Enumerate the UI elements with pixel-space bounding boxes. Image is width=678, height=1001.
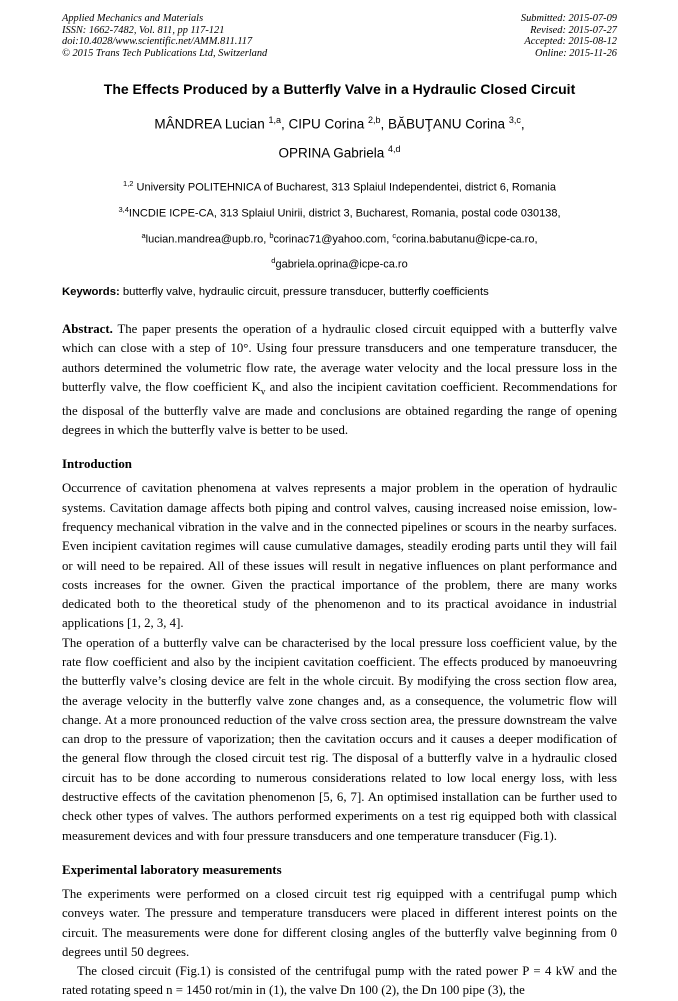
author-line-2	[62, 137, 617, 166]
author-affiliation-marker: 2,b	[368, 115, 381, 126]
affiliation-line	[62, 173, 617, 199]
journal-doi: doi:10.4028/www.scientific.net/AMM.811.117	[62, 36, 253, 48]
affiliation-text: INCDIE ICPE-CA, 313 Splaiul Unirii, district 3, Bucharest, Romania, postal code 030138,	[128, 207, 561, 220]
author-affiliation-marker: 4,d	[388, 143, 401, 154]
affiliation-marker: 3,4	[118, 205, 129, 215]
email-address: corina.babutanu@icpe-ca.ro,	[396, 233, 538, 246]
abstract-paragraph	[62, 320, 617, 440]
email-address: gabriela.oprina@icpe-ca.ro	[275, 259, 408, 271]
author-affiliation-marker: 1,a	[268, 115, 281, 126]
keywords-label: Keywords:	[62, 286, 120, 298]
abstract-text: The paper presents the operation of a hydraulic closed circuit equipped with a butterfly valve which can close with a step of 10°. Using four pressure transducers and one temperature transducer, the authors determined the volumetric flow rate, the average water velocity and the local pressure loss in the butterfly valve, the flow coefficient K	[62, 322, 617, 394]
email-marker: b	[269, 230, 274, 240]
author-line-1	[62, 108, 617, 137]
author-affiliation-marker: 3,c	[508, 115, 521, 126]
email-marker: c	[392, 230, 397, 240]
journal-info-block	[62, 13, 267, 59]
affiliation-line	[62, 199, 617, 225]
email-line	[62, 225, 617, 251]
date-revised: Revised: 2015-07-27	[530, 24, 617, 36]
paragraph: Occurrence of cavitation phenomena at valves represents a major problem in the operation of hydraulic systems. Cavitation damage affects both piping and control valves, causing increased noise emission, low-frequency mechanical vibration in the valve and in the connected pipelines or scours in the nearby surfaces. Even incipient cavitation regimes will cause cumulative damages, steadily eroding parts until they will fail or will need to be repaired. All of these issues will result in negative influences on plant performance and costs increases for the owner. Given the practical importance of the problem, there are many works dedicated both to the theoretical study of the phenomenon and to its practical avoidance in industrial applications [1, 2, 3, 4].	[62, 481, 617, 631]
kv-subscript: v	[260, 386, 266, 397]
author-name: MÂNDREA Lucian	[154, 116, 269, 132]
date-online: Online: 2015-11-26	[534, 47, 617, 59]
author-name: OPRINA Gabriela	[278, 145, 389, 161]
affiliation-marker: 1,2	[123, 179, 134, 189]
keywords-text: butterfly valve, hydraulic circuit, pressure transducer, butterfly coefficients	[119, 286, 489, 298]
journal-header	[62, 13, 617, 59]
journal-copyright: © 2015 Trans Tech Publications Ltd, Switzerland	[62, 47, 268, 59]
journal-issn-volume: ISSN: 1662-7482, Vol. 811, pp 117-121	[62, 24, 225, 36]
date-submitted: Submitted: 2015-07-09	[520, 13, 617, 24]
abstract-text: and also the incipient cavitation coefficient. Recommendations for the disposal of the butterfly valve are made and conclusions are obtained regarding the range of opening degrees in which the butterfly valve is better to be used.	[62, 379, 617, 438]
paragraph: The operation of a butterfly valve can be characterised by the local pressure loss coefficient value, by the rate flow coefficient and also by the incipient cavitation coefficient. The effects produced by manoeuvring the butterfly valve’s closing device are felt in the whole circuit. By modifying the cross section flow area, the average velocity in the butterfly valve zone changes and, as a consequence, the volumetric flow will change. At a more pronounced reduction of the valve cross section area, the pressure downstream the valve can drop to the pressure of vaporization; then the cavitation occurs and it causes a deeper modification of the general flow through the closed circuit test rig. The disposal of a butterfly valve in a hydraulic closed circuit has to be done according to numerous considerations related to low local energy loss, with less destructive effects of the cavitation phenomenon [5, 6, 7]. An optimised installation can be further used to check other types of valves. The authors performed experiments on a test rig equipped both with classical measurement devices and with four pressure transducers and one temperature transducer (Fig.1).	[62, 635, 617, 843]
journal-name: Applied Mechanics and Materials	[62, 13, 204, 24]
author-separator: ,	[520, 116, 525, 132]
paper-title: The Effects Produced by a Butterfly Valve in a Hydraulic Closed Circuit	[103, 81, 576, 98]
emails-block	[62, 225, 617, 276]
section-heading-introduction: Introduction	[62, 457, 132, 472]
email-address: lucian.mandrea@upb.ro,	[145, 233, 270, 246]
email-marker: d	[271, 256, 276, 266]
author-name: , CIPU Corina	[280, 116, 368, 132]
date-accepted: Accepted: 2015-08-12	[524, 36, 617, 48]
affiliations-block	[62, 173, 617, 224]
email-address: corinac71@yahoo.com,	[273, 233, 393, 246]
paragraph: The experiments were performed on a closed circuit test rig equipped with a centrifugal pump which conveys water. The pressure and temperature transducers were placed in different interest points on the circuit. The measurements were done for different closing angles of the butterfly valve beginning from 0 degrees until 50 degrees.	[62, 886, 617, 959]
email-line	[62, 250, 617, 276]
section-heading-experimental: Experimental laboratory measurements	[62, 862, 282, 877]
email-marker: a	[141, 230, 146, 240]
keywords-line	[62, 284, 617, 300]
submission-dates-block	[521, 13, 617, 59]
author-name: , BĂBUŢANU Corina	[380, 116, 509, 132]
abstract-label: Abstract.	[62, 322, 113, 336]
paragraph: The closed circuit (Fig.1) is consisted of the centrifugal pump with the rated power P = 4 kW and the rated rotating speed n = 1450 rot/min in (1), the valve Dn 100 (2), the Dn 100 pipe (3), the	[62, 964, 617, 998]
affiliation-text: University POLITEHNICA of Bucharest, 313 Splaiul Independentei, district 6, Romania	[133, 182, 556, 195]
